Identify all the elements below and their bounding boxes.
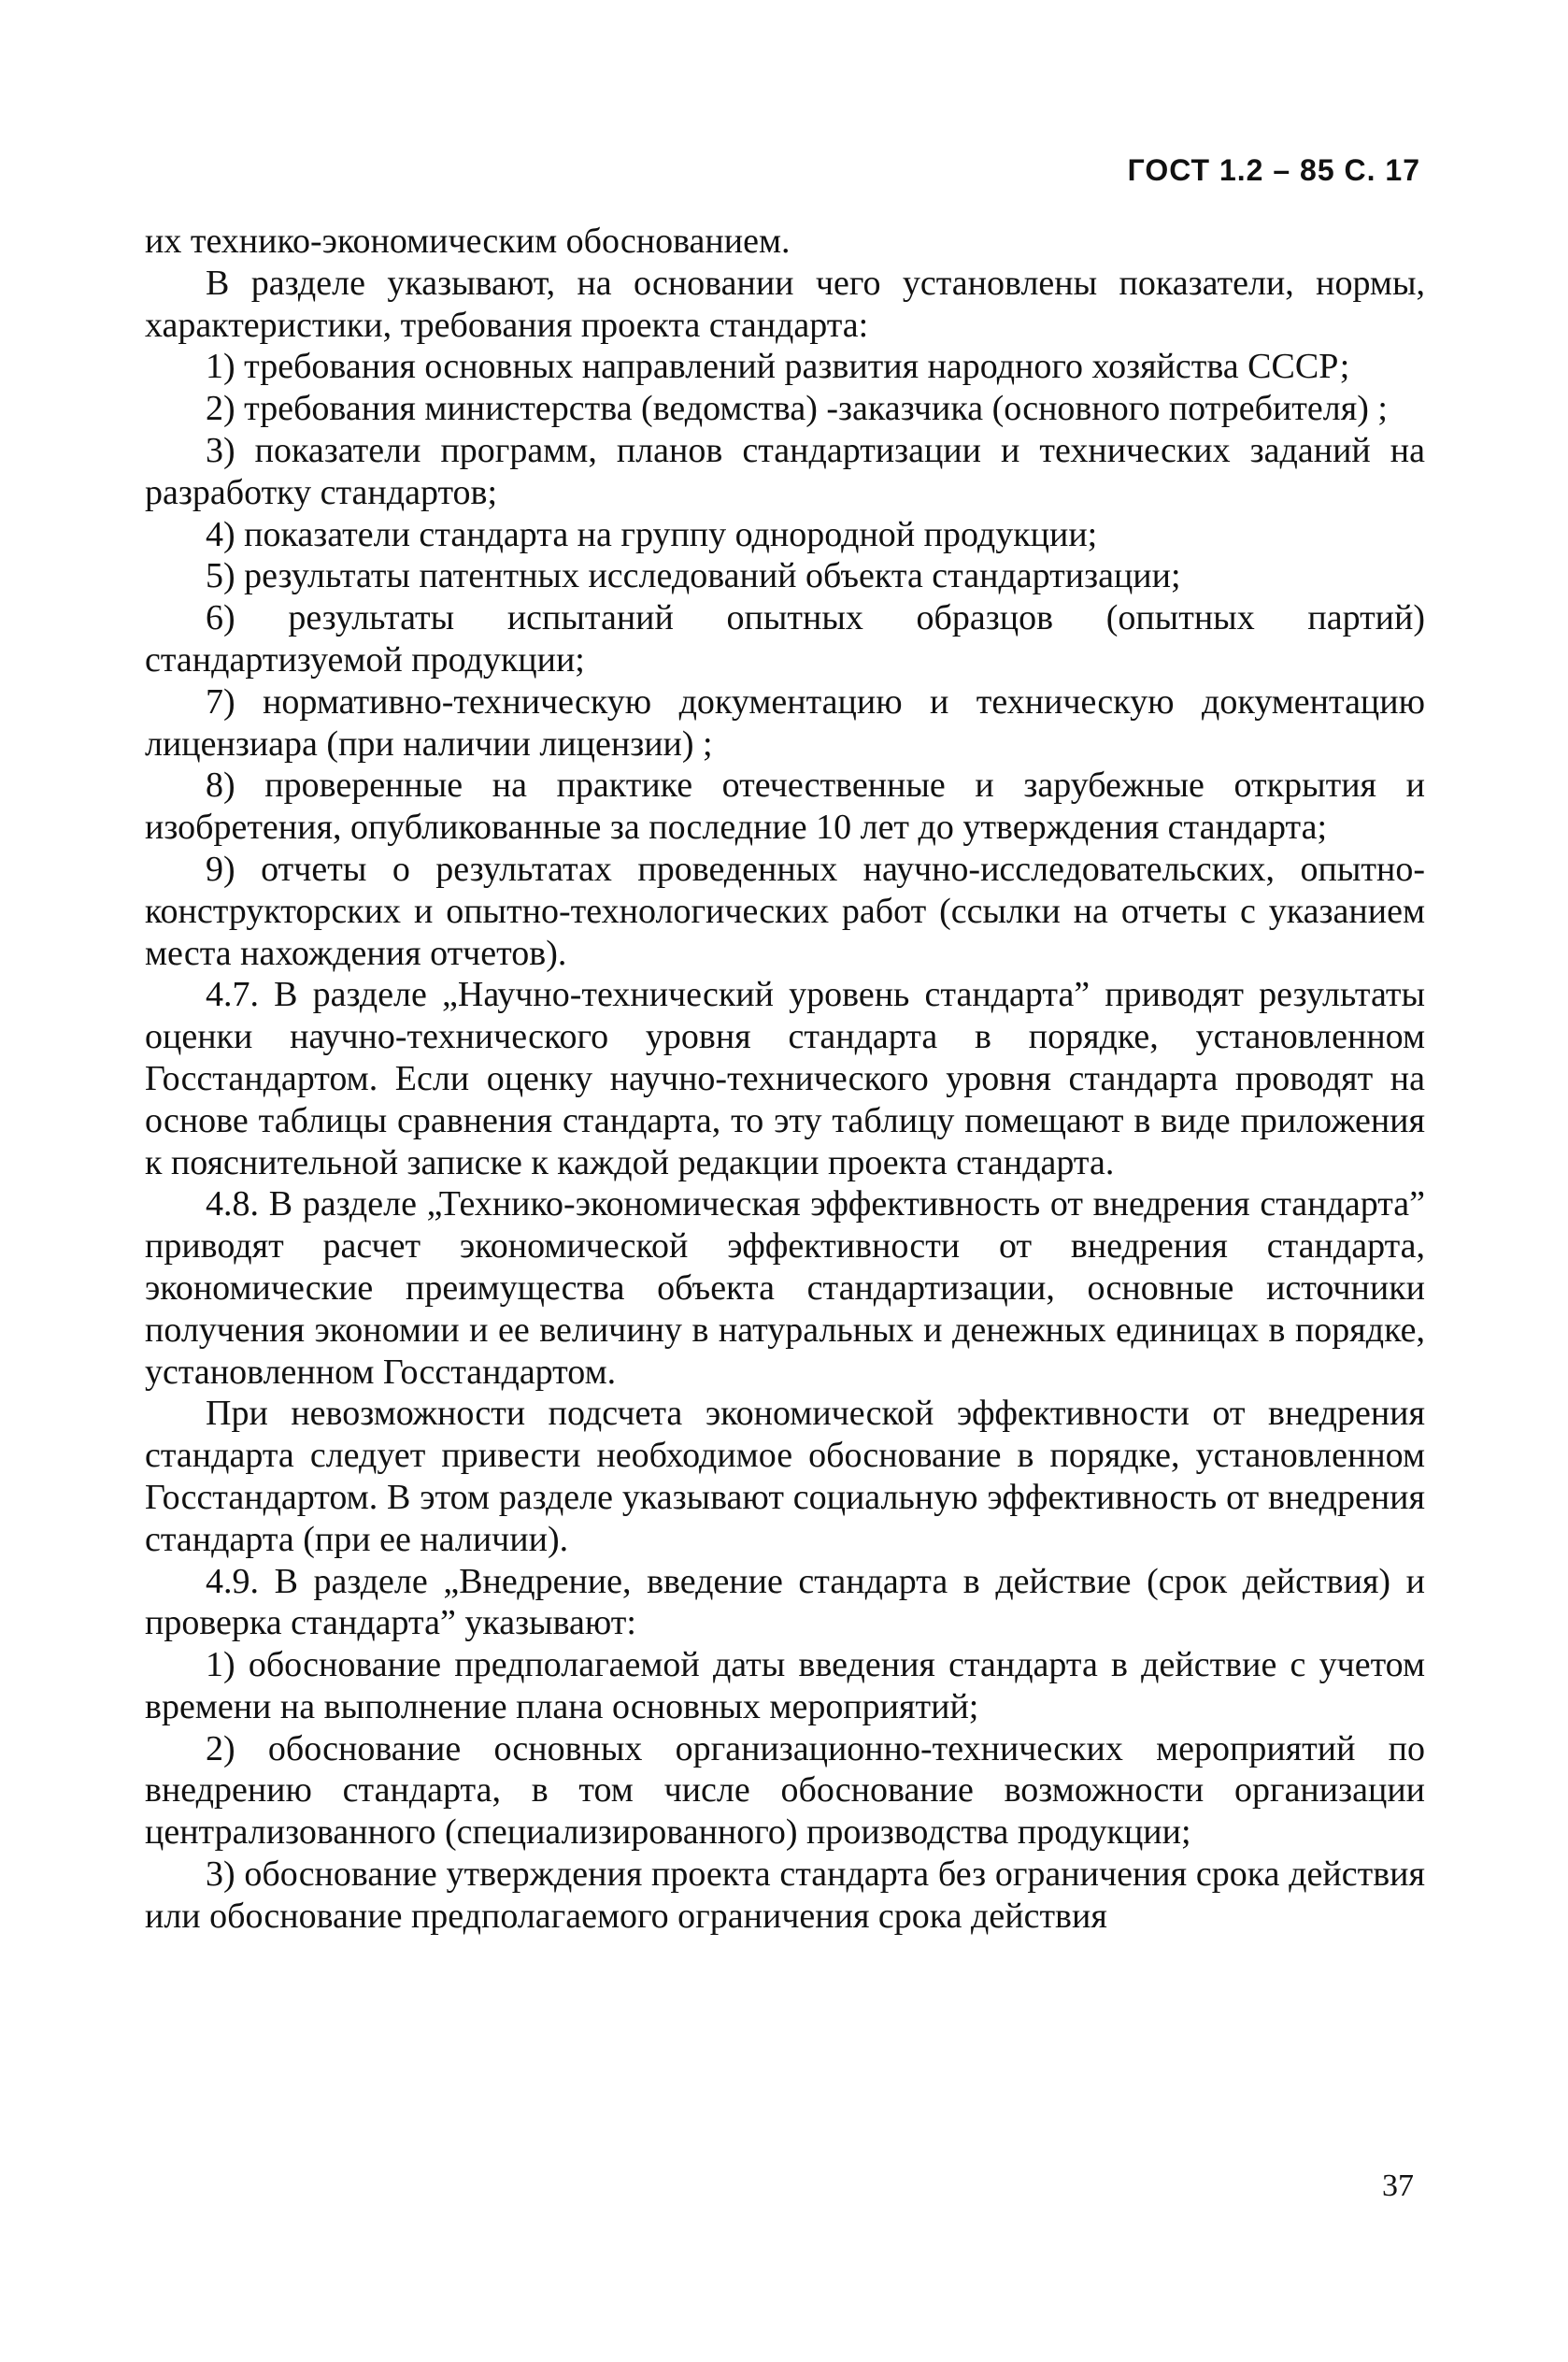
list-item: 3) обоснование утверждения проекта стандарта без ограничения срока действия или обоснование предполагаемого ограничения срока действия: [145, 1854, 1425, 1936]
list-item: 2) требования министерства (ведомства) -заказчика (основного потребителя) ;: [206, 389, 1388, 429]
list-item: 6) результаты испытаний опытных образцов (опытных партий) стандартизуемой продукции;: [145, 598, 1425, 680]
list-item: 9) отчеты о результатах проведенных научно-исследовательских, опытно-конструкторских и опытно-технологических работ (ссылки на отчеты с указанием места нахождения отчетов).: [145, 849, 1425, 973]
list-item: 7) нормативно-техническую документацию и техническую документацию лицензиара (при наличии лицензии) ;: [145, 681, 1425, 764]
list-item: 8) проверенные на практике отечественные и зарубежные открытия и изобретения, опубликованные за последние 10 лет до утверждения стандарта;: [145, 766, 1425, 848]
section-4-8: 4.8. В разделе „Технико-экономическая эффективность от внедрения стандарта” приводят расчет экономической эффективности от внедрения стандарта, экономические преимущества объекта стандартизации, основные источники получения экономии и ее величину в натуральных и денежных единицах в порядке, установленном Госстандартом.: [145, 1184, 1425, 1392]
list-item: 2) обоснование основных организационно-технических мероприятий по внедрению стандарта, в том числе обоснование возможности организации централизованного (специализированного) производства продукции;: [145, 1728, 1425, 1853]
section-4-9: 4.9. В разделе „Внедрение, введение стандарта в действие (срок действия) и проверка стандарта” указывают:: [145, 1561, 1425, 1643]
document-body: [145, 221, 1425, 1938]
list-item: 3) показатели программ, планов стандартизации и технических заданий на разработку стандартов;: [145, 430, 1425, 512]
paragraph-economic-effect: При невозможности подсчета экономической эффективности от внедрения стандарта следует привести необходимое обоснование в порядке, установленном Госстандартом. В этом разделе указывают социальную эффективность от внедрения стандарта (при ее наличии).: [145, 1394, 1425, 1559]
list-item: 5) результаты патентных исследований объекта стандартизации;: [206, 556, 1181, 596]
section-4-7: 4.7. В разделе „Научно-технический уровень стандарта” приводят результаты оценки научно-технического уровня стандарта в порядке, установленном Госстандартом. Если оценку научно-технического уровня стандарта проводят на основе таблицы сравнения стандарта, то эту таблицу помещают в виде приложения к пояснительной записке к каждой редакции проекта стандарта.: [145, 975, 1425, 1182]
running-header: ГОСТ 1.2 – 85 С. 17: [1127, 153, 1420, 187]
list-item: 4) показатели стандарта на группу однородной продукции;: [206, 514, 1098, 554]
paragraph-continuation: их технико-экономическим обоснованием.: [145, 222, 791, 261]
list-item: 1) требования основных направлений развития народного хозяйства СССР;: [206, 347, 1350, 387]
list-item: 1) обоснование предполагаемой даты введения стандарта в действие с учетом времени на выполнение плана основных мероприятий;: [145, 1645, 1425, 1726]
paragraph-intro: В разделе указывают, на основании чего установлены показатели, нормы, характеристики, требования проекта стандарта:: [145, 263, 1425, 345]
page-number: 37: [1382, 2169, 1414, 2203]
